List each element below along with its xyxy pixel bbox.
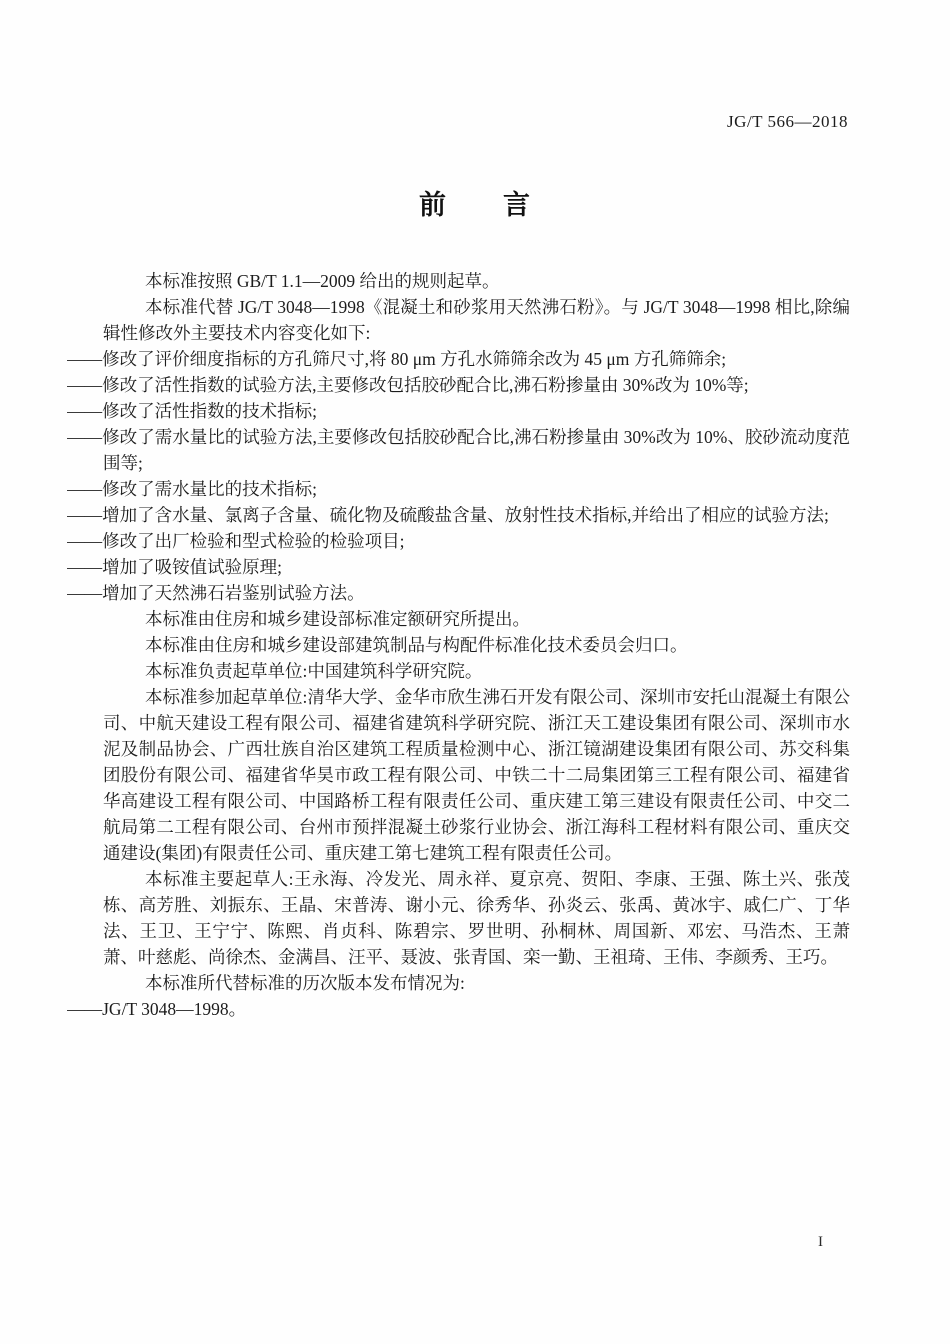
dash-item: ——增加了吸铵值试验原理;: [67, 557, 282, 577]
paragraph: 本标准由住房和城乡建设部建筑制品与构配件标准化技术委员会归口。: [145, 635, 688, 655]
dash-item: ——修改了评价细度指标的方孔筛尺寸,将 80 μm 方孔水筛筛余改为 45 μm 方孔筛筛余;: [67, 349, 727, 369]
dash-item: ——修改了需水量比的技术指标;: [67, 479, 317, 499]
dash-item: ——修改了活性指数的技术指标;: [67, 401, 317, 421]
page-number: I: [818, 1234, 823, 1250]
dash-item: ——修改了活性指数的试验方法,主要修改包括胶砂配合比,沸石粉掺量由 30%改为 10%等;: [67, 375, 749, 395]
paragraph: 本标准所代替标准的历次版本发布情况为:: [145, 973, 465, 993]
dash-item: ——JG/T 3048—1998。: [67, 999, 247, 1019]
dash-item: ——增加了天然沸石岩鉴别试验方法。: [67, 583, 365, 603]
paragraph: 本标准按照 GB/T 1.1—2009 给出的规则起草。: [145, 271, 500, 291]
dash-item: ——修改了出厂检验和型式检验的检验项目;: [67, 531, 405, 551]
dash-item: ——增加了含水量、氯离子含量、硫化物及硫酸盐含量、放射性技术指标,并给出了相应的试验方法;: [67, 505, 829, 525]
standard-number: JG/T 566—2018: [727, 112, 848, 131]
paragraph: 本标准负责起草单位:中国建筑科学研究院。: [145, 661, 483, 681]
page-title: 前 言: [419, 190, 531, 220]
paragraph: 本标准参加起草单位:清华大学、金华市欣生沸石开发有限公司、深圳市安托山混凝土有限公司、中航天建设工程有限公司、福建省建筑科学研究院、浙江天工建设集团有限公司、深圳市水泥及制品协会、广西壮族自治区建筑工程质量检测中心、浙江镜湖建设集团有限公司、苏交科集团股份有限公司、福建省华昊市政工程有限公司、中铁二十二局集团第三工程有限公司、福建省华高建设工程有限公司、中国路桥工程有限责任公司、重庆建工第三建设有限责任公司、中交二航局第二工程有限公司、台州市预拌混凝土砂浆行业协会、浙江海科工程材料有限公司、重庆交通建设(集团)有限责任公司、重庆建工第七建筑工程有限责任公司。: [103, 687, 850, 863]
paragraph: 本标准主要起草人:王永海、冷发光、周永祥、夏京亮、贺阳、李康、王强、陈土兴、张茂栋、高芳胜、刘振东、王晶、宋普涛、谢小元、徐秀华、孙炎云、张禹、黄冰宇、戚仁广、丁华法、王卫、王宁宁、陈熙、肖贞科、陈碧宗、罗世明、孙桐林、周国新、邓宏、马浩杰、王萧萧、叶慈彪、尚徐杰、金满昌、汪平、聂波、张青国、栾一勤、王祖琦、王伟、李颜秀、王巧。: [103, 869, 850, 967]
paragraph: 本标准由住房和城乡建设部标准定额研究所提出。: [145, 609, 530, 629]
foreword-body: [67, 268, 850, 1022]
dash-item: ——修改了需水量比的试验方法,主要修改包括胶砂配合比,沸石粉掺量由 30%改为 10%、胶砂流动度范围等;: [67, 427, 850, 473]
paragraph: 本标准代替 JG/T 3048—1998《混凝土和砂浆用天然沸石粉》。与 JG/T 3048—1998 相比,除编辑性修改外主要技术内容变化如下:: [103, 297, 850, 343]
